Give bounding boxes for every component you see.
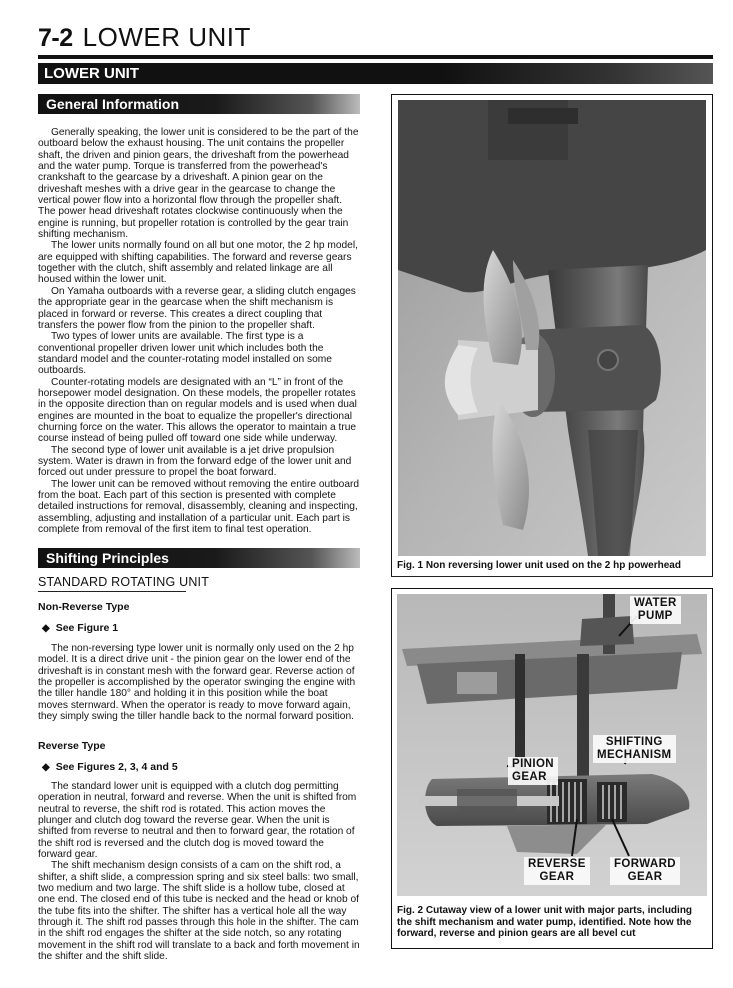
paragraph: The lower unit can be removed without removing the entire outboard from the boat. Each part of this section is presented with complete detailed instructions for removal, disassembly, cleaning and inspecting, assembling, adjusting and installation of a particular unit. Each part is complete from removal of the first item to final test operation. — [38, 478, 360, 536]
diamond-icon: ◆ — [42, 762, 50, 773]
label-shifting-mechanism: SHIFTING MECHANISM — [593, 735, 676, 763]
figure-1-caption-rule — [391, 576, 713, 577]
general-info-body — [38, 127, 360, 535]
paragraph: The second type of lower unit available is a jet drive propulsion system. Water is drawn in from the forward edge of the lower unit and forced out under pressure to propel the boat forward. — [38, 444, 352, 479]
figure-1-caption: Fig. 1 Non reversing lower unit used on the 2 hp powerhead — [397, 560, 681, 571]
label-forward-gear: FORWARD GEAR — [610, 857, 680, 885]
page-header — [38, 22, 713, 53]
paragraph: Generally speaking, the lower unit is considered to be the part of the outboard below the exhaust housing. The unit contains the propeller shaft, the driven and pinion gears, the driveshaft from the powerhead and the water pump. Torque is transferred from the powerhead's crankshaft to the gearcase by a driveshaft. A pinion gear on the driveshaft meshes with a drive gear in the gearcase to change the vertical power flow into a horizontal flow through the propeller shaft. The power head driveshaft rotates clockwise continuously when the engine is running, but propeller rotation is controlled by the gear train shifting mechanism. — [38, 127, 359, 241]
see-figure-label: See Figures 2, 3, 4 and 5 — [55, 761, 178, 773]
non-reverse-body — [38, 643, 360, 722]
non-reverse-heading: Non-Reverse Type — [38, 601, 130, 613]
paragraph: On Yamaha outboards with a reverse gear, a sliding clutch engages the appropriate gear in the gearcase when the shift mechanism is placed in forward or reverse. This creates a direct coupling that transfers the power flow from the pinion to the propeller shaft. — [38, 285, 356, 331]
figure-1-photo — [398, 100, 706, 556]
standard-rotating-heading: STANDARD ROTATING UNIT — [38, 575, 210, 589]
see-figure-label: See Figure 1 — [55, 622, 119, 634]
subheading-rule — [38, 591, 186, 592]
section-title-bar: LOWER UNIT — [38, 63, 713, 84]
paragraph: The standard lower unit is equipped with a clutch dog permitting operation in neutral, forward and reverse. When the unit is shifted from neutral to reverse, the shift rod is rotated. This action moves the plunger and clutch dog toward the reverse gear. When the unit is shifted from reverse to neutral and then to forward gear, the rotation of the shift rod is reversed and the clutch dog is moved toward the forward gear. — [38, 781, 357, 861]
figure-2-caption: Fig. 2 Cutaway view of a lower unit with major parts, including the shift mechanism and water pump, identified. Note how the forward, reverse and pinion gears are all bevel cut — [397, 905, 693, 940]
paragraph: The non-reversing type lower unit is normally only used on the 2 hp model. It is a direct drive unit - the pinion gear on the lower end of the driveshaft is in constant mesh with the forward gear. Reverse action of the propeller is accomplished by the operator swinging the engine with the tiller handle 180° and holding it in this position while the boat moves sternward. When the operator is ready to move forward again, they simply swing the tiller handle back to the normal forward position. — [38, 643, 356, 723]
paragraph: The shift mechanism design consists of a cam on the shift rod, a shifter, a shift slide, a compression spring and six steel balls: two small, two medium and two large. The shift slide is a hollow tube, closed at one end. The closed end of this tube is necked and the head or knob of the tube fits into the shifter. The shifter has a vertical hole all the way through it. The shift rod passes through this hole in the shifter. The cam in the shift rod engages the shifter at the side notch, so any rotating movement in the shift rod will translate to a back and forth movement in the shifter and the shift slide. — [38, 860, 360, 963]
paragraph: Two types of lower units are available. The first type is a conventional propeller driven lower unit which includes both the standard model and the counter-rotating model installed on some outboards. — [38, 331, 332, 377]
reverse-body — [38, 781, 360, 963]
diamond-icon: ◆ — [42, 623, 50, 634]
shifting-principles-heading: Shifting Principles — [38, 548, 360, 568]
header-rule — [38, 55, 713, 59]
paragraph: Counter-rotating models are designated with an “L” in front of the horsepower model designation. On these models, the propeller rotates in the opposite direction than on regular models and is used when dual engines are mounted in the boat to equalize the propeller's directional churning force on the water. This allows the operator to maintain a true course instead of being pulled off toward one side while underway. — [38, 376, 357, 445]
general-info-heading: General Information — [38, 94, 360, 114]
see-figure-1 — [42, 622, 118, 634]
see-figures-2-5 — [42, 761, 178, 773]
section-number: 7-2 — [38, 24, 73, 52]
page-title: LOWER UNIT — [82, 22, 251, 52]
label-reverse-gear: REVERSE GEAR — [524, 857, 590, 885]
reverse-heading: Reverse Type — [38, 740, 106, 752]
paragraph: The lower units normally found on all but one motor, the 2 hp model, are equipped with shifting capabilities. The forward and reverse gears together with the clutch, shift assembly and related linkage are all housed within the lower unit. — [38, 240, 358, 286]
label-pinion-gear: PINION GEAR — [508, 757, 558, 785]
label-water-pump: WATER PUMP — [630, 596, 681, 624]
